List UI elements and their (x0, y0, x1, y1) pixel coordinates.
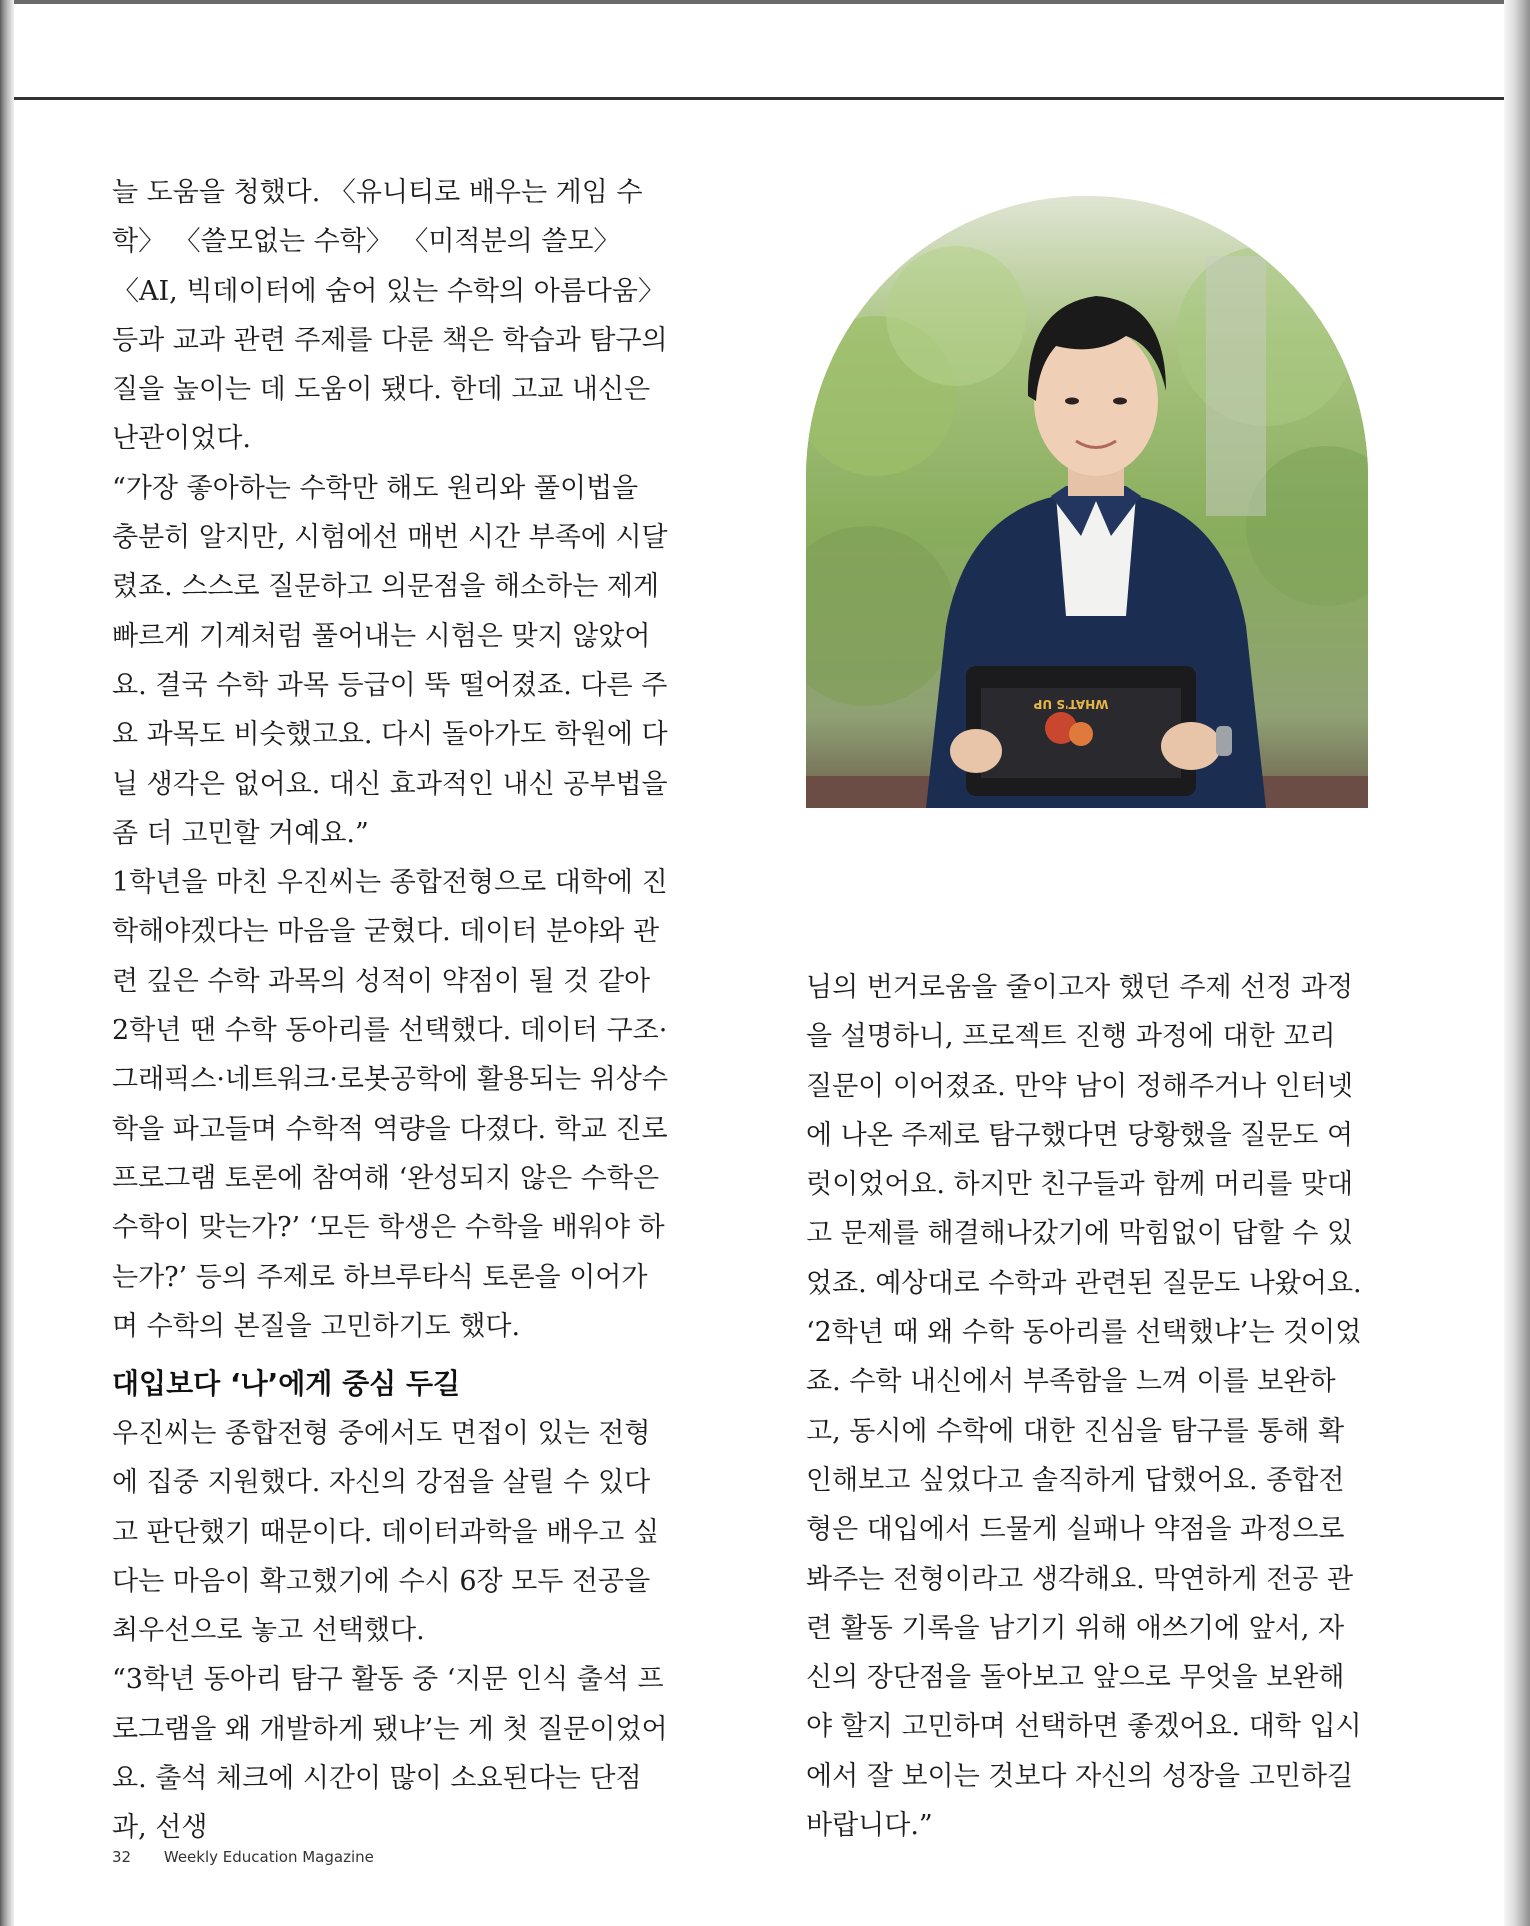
paragraph: 우진씨는 종합전형 중에서도 면접이 있는 전형에 집중 지원했다. 자신의 강점을 살릴 수 있다고 판단했기 때문이다. 데이터과학을 배우고 싶다는 마음이 확고했기에 수시 6장 모두 전공을 최우선으로 놓고 선택했다. (112, 1418, 660, 1647)
paragraph: 늘 도움을 청했다. 〈유니티로 배우는 게임 수학〉 〈쓸모없는 수학〉 〈미적분의 쓸모〉 〈AI, 빅데이터에 숨어 있는 수학의 아름다움〉 등과 교과 관련 주제를 다룬 책은 학습과 탐구의 질을 높이는 데 도움이 됐다. 한데 고교 내신은 난관이었다. (112, 177, 668, 455)
interviewee-photo (806, 196, 1368, 808)
section-subheading: 대입보다 ‘나’에게 중심 두길 (112, 1367, 461, 1400)
photo-illustration (806, 196, 1368, 808)
page-number: 32 (112, 1848, 132, 1866)
page-binding-shadow (0, 0, 14, 1926)
page-footer (112, 1848, 402, 1866)
page-top-edge (0, 0, 1530, 4)
page-curl-shadow (1504, 0, 1530, 1926)
paragraph: 님의 번거로움을 줄이고자 했던 주제 선정 과정을 설명하니, 프로젝트 진행 과정에 대한 꼬리 질문이 이어졌죠. 만약 남이 정해주거나 인터넷에 나온 주제로 탐구했다면 당황했을 질문도 여럿이었어요. 하지만 친구들과 함께 머리를 맞대고 문제를 해결해나갔기에 막힘없이 답할 수 있었죠. 예상대로 수학과 관련된 질문도 나왔어요. ‘2학년 때 왜 수학 동아리를 선택했냐’는 것이었죠. 수학 내신에서 부족함을 느껴 이를 보완하고, 동시에 수학에 대한 진심을 탐구를 통해 확인해보고 싶었다고 솔직하게 답했어요. 종합전형은 대입에서 드물게 실패나 약점을 과정으로 봐주는 전형이라고 생각해요. 막연하게 전공 관련 활동 기록을 남기기 위해 애쓰기에 앞서, 자신의 장단점을 돌아보고 앞으로 무엇을 보완해야 할지 고민하며 선택하면 좋겠어요. 대학 입시에서 잘 보이는 것보다 자신의 성장을 고민하길 바랍니다.” (806, 972, 1362, 1842)
quote-paragraph: “3학년 동아리 탐구 활동 중 ‘지문 인식 출석 프로그램을 왜 개발하게 됐냐’는 게 첫 질문이었어요. 출석 체크에 시간이 많이 소요된다는 단점과, 선생 (112, 1664, 668, 1844)
left-column-text (112, 168, 672, 1351)
right-column-text (806, 963, 1366, 1850)
quote-paragraph: “가장 좋아하는 수학만 해도 원리와 풀이법을 충분히 알지만, 시험에선 매번 시간 부족에 시달렸죠. 스스로 질문하고 의문점을 해소하는 제게 빠르게 기계처럼 풀어내는 시험은 맞지 않았어요. 결국 수학 과목 등급이 뚝 떨어졌죠. 다른 주요 과목도 비슷했고요. 다시 돌아가도 학원에 다닐 생각은 없어요. 대신 효과적인 내신 공부법을 좀 더 고민할 거예요.” (112, 472, 668, 849)
header-rule (14, 97, 1504, 100)
tablet-screen-text: WHAT'S UP (1033, 697, 1109, 711)
left-column-text-continued (112, 1409, 672, 1853)
paragraph: 1학년을 마친 우진씨는 종합전형으로 대학에 진학해야겠다는 마음을 굳혔다. 데이터 분야와 관련 깊은 수학 과목의 성적이 약점이 될 것 같아 2학년 땐 수학 동아리를 선택했다. 데이터 구조·그래픽스·네트워크·로봇공학에 활용되는 위상수학을 파고들며 수학적 역량을 다졌다. 학교 진로 프로그램 토론에 참여해 ‘완성되지 않은 수학은 수학이 맞는가?’ ‘모든 학생은 수학을 배워야 하는가?’ 등의 주제로 하브루타식 토론을 이어가며 수학의 본질을 고민하기도 했다. (112, 867, 668, 1342)
magazine-name: Weekly Education Magazine (163, 1848, 374, 1866)
